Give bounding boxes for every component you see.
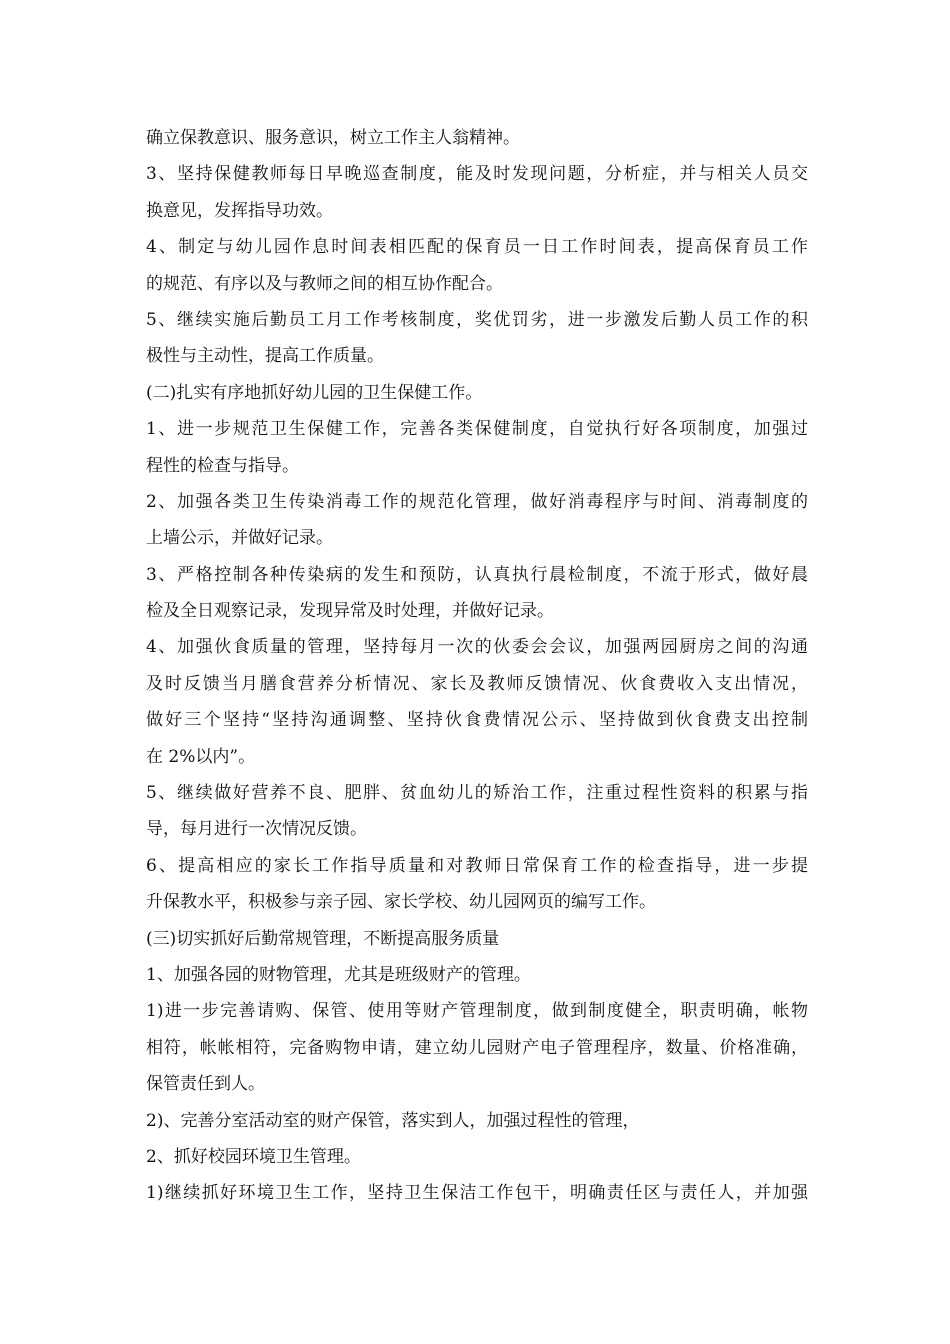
- text-line: 导，每月进行一次情况反馈。: [146, 819, 367, 840]
- text-line: 及时反馈当月膳食营养分析情况、家长及教师反馈情况、伙食费收入支出情况，: [146, 673, 808, 694]
- text-line: 5、继续做好营养不良、肥胖、贫血幼儿的矫治工作，注重过程性资料的积累与指: [146, 783, 808, 804]
- text-line: 3、严格控制各种传染病的发生和预防，认真执行晨检制度，不流于形式，做好晨: [146, 564, 808, 585]
- text-line: 6、提高相应的家长工作指导质量和对教师日常保育工作的检查指导，进一步提: [146, 855, 808, 876]
- text-line: 2)、完善分室活动室的财产保管，落实到人，加强过程性的管理，: [146, 1110, 640, 1131]
- text-line: 4、加强伙食质量的管理，坚持每月一次的伙委会会议，加强两园厨房之间的沟通: [146, 637, 808, 658]
- text-line: 确立保教意识、服务意识，树立工作主人翁精神。: [146, 128, 520, 148]
- text-line: 的规范、有序以及与教师之间的相互协作配合。: [146, 273, 503, 294]
- text-line: 相符，帐帐相符，完备购物申请，建立幼儿园财产电子管理程序，数量、价格准确，: [146, 1037, 808, 1058]
- text-line: (二)扎实有序地抓好幼儿园的卫生保健工作。: [146, 382, 483, 403]
- text-line: 4、制定与幼儿园作息时间表相匹配的保育员一日工作时间表，提高保育员工作: [146, 237, 808, 258]
- text-line: 1、进一步规范卫生保健工作，完善各类保健制度，自觉执行好各项制度，加强过: [146, 419, 808, 440]
- text-line: 3、坚持保健教师每日早晚巡查制度，能及时发现问题，分析症，并与相关人员交: [146, 164, 808, 185]
- text-line: 1)进一步完善请购、保管、使用等财产管理制度，做到制度健全，职责明确，帐物: [146, 1001, 808, 1022]
- text-line: 做好三个坚持“坚持沟通调整、坚持伙食费情况公示、坚持做到伙食费支出控制: [146, 710, 808, 731]
- text-line: (三)切实抓好后勤常规管理，不断提高服务质量: [146, 928, 500, 949]
- text-line: 程性的检查与指导。: [146, 455, 299, 476]
- text-line: 上墙公示，并做好记录。: [146, 528, 333, 549]
- document-body: [146, 120, 808, 1212]
- text-line: 极性与主动性，提高工作质量。: [146, 346, 384, 367]
- text-line: 检及全日观察记录，发现异常及时处理，并做好记录。: [146, 601, 554, 622]
- text-line: 5、继续实施后勤员工月工作考核制度，奖优罚劣，进一步激发后勤人员工作的积: [146, 309, 808, 330]
- text-line: 换意见，发挥指导功效。: [146, 200, 333, 221]
- text-line: 保管责任到人。: [146, 1074, 265, 1095]
- text-line: 升保教水平，积极参与亲子园、家长学校、幼儿园网页的编写工作。: [146, 892, 656, 913]
- text-line: 2、加强各类卫生传染消毒工作的规范化管理，做好消毒程序与时间、消毒制度的: [146, 491, 808, 512]
- text-line: 1、加强各园的财物管理，尤其是班级财产的管理。: [146, 964, 531, 985]
- text-line: 1)继续抓好环境卫生工作，坚持卫生保洁工作包干，明确责任区与责任人，并加强: [146, 1183, 808, 1204]
- text-line: 2、抓好校园环境卫生管理。: [146, 1146, 361, 1167]
- text-line: 在 2%以内”。: [146, 746, 256, 767]
